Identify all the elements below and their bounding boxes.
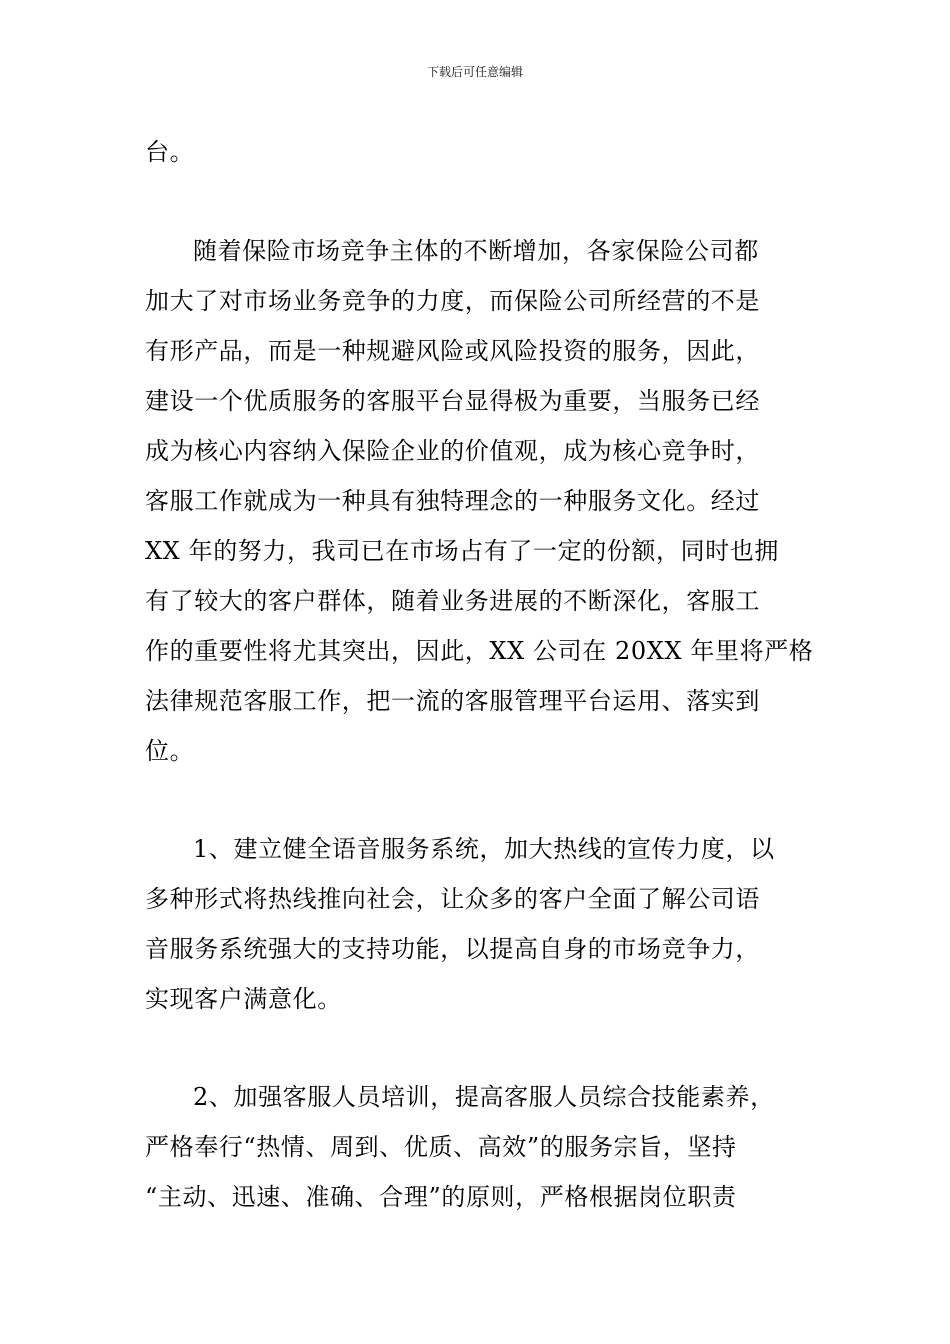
paragraph-continuation bbox=[145, 127, 807, 177]
text-line: 客服工作就成为一种具有独特理念的一种服务文化。经过 bbox=[145, 487, 760, 515]
page-header-note: 下载后可任意编辑 bbox=[426, 65, 523, 79]
paragraph-service-platform bbox=[145, 226, 814, 776]
text-line: 加大了对市场业务竞争的力度，而保险公司所经营的不是 bbox=[145, 287, 760, 315]
text-line: 建设一个优质服务的客服平台显得极为重要，当服务已经 bbox=[145, 387, 760, 415]
text-line: 有了较大的客户群体，随着业务进展的不断深化，客服工 bbox=[145, 587, 760, 615]
text-line: 有形产品，而是一种规避风险或风险投资的服务，因此， bbox=[145, 337, 760, 365]
text-line: 位。 bbox=[145, 737, 195, 765]
text-line: 随着保险市场竞争主体的不断增加，各家保险公司都 bbox=[193, 237, 759, 265]
text-line: 1、建立健全语音服务系统，加大热线的宣传力度，以 bbox=[193, 835, 775, 863]
text-line: 实现客户满意化。 bbox=[145, 985, 342, 1013]
text-line: “主动、迅速、准确、合理”的原则，严格根据岗位职责 bbox=[145, 1183, 737, 1211]
paragraph-item-1 bbox=[145, 824, 807, 1024]
text-line: 音服务系统强大的支持功能，以提高自身的市场竞争力， bbox=[145, 935, 760, 963]
text-line: 多种形式将热线推向社会，让众多的客户全面了解公司语 bbox=[145, 885, 760, 913]
paragraph-item-2 bbox=[145, 1072, 807, 1222]
text-line: 严格奉行“热情、周到、优质、高效”的服务宗旨，坚持 bbox=[145, 1133, 737, 1161]
text-line: 法律规范客服工作，把一流的客服管理平台运用、落实到 bbox=[145, 687, 760, 715]
text-line: XX 年的努力，我司已在市场占有了一定的份额，同时也拥 bbox=[145, 537, 779, 565]
text-line: 2、加强客服人员培训，提高客服人员综合技能素养， bbox=[193, 1083, 775, 1111]
text-line: 台。 bbox=[145, 138, 195, 166]
text-line: 作的重要性将尤其突出，因此，XX 公司在 20XX 年里将严格 bbox=[145, 637, 814, 665]
text-line: 成为核心内容纳入保险企业的价值观，成为核心竞争时， bbox=[145, 437, 760, 465]
